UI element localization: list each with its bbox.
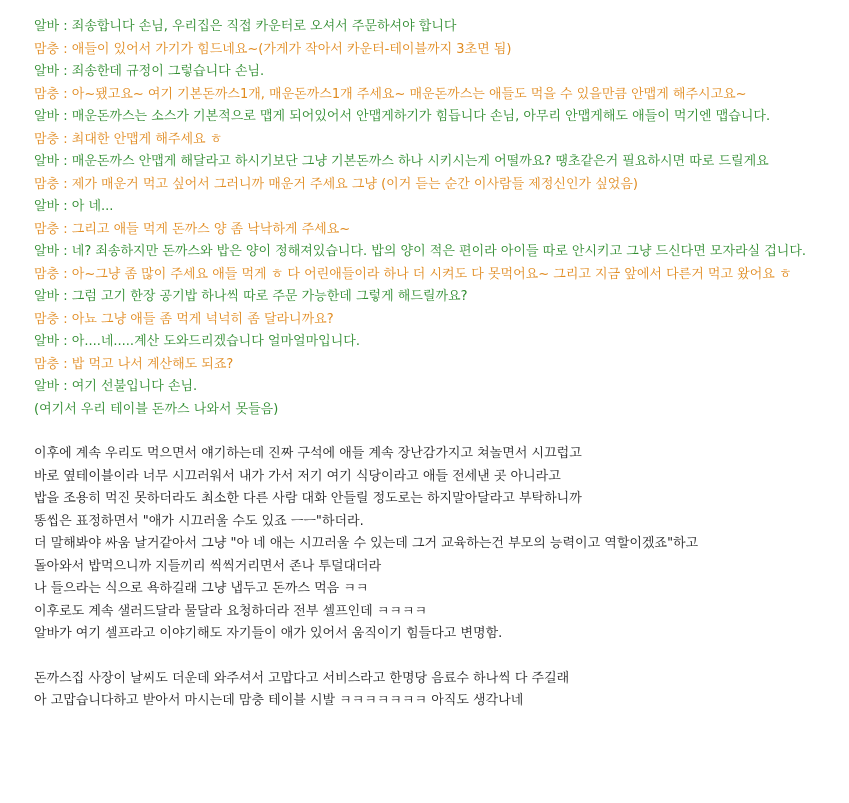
dialogue-line-mom: 맘충 : 제가 매운거 먹고 싶어서 그러니까 매운거 주세요 그냥 (이거 듣는 순간 이사람들 제정신인가 싶었음)	[34, 176, 638, 192]
dialogue-line-mom: 맘충 : 아뇨 그냥 애들 좀 먹게 넉넉히 좀 달라니까요?	[34, 311, 334, 327]
dialogue-line-mom: 맘충 : 최대한 안맵게 해주세요 ㅎ	[34, 131, 223, 147]
narrative-block-1	[34, 443, 844, 646]
dialogue-line-mom: 맘충 : 애들이 있어서 가기가 힘드네요~(가게가 작아서 카운터-테이블까지 3초면 됨)	[34, 41, 512, 57]
dialogue-line-mom: 맘충 : 밥 먹고 나서 계산해도 되죠?	[34, 356, 234, 372]
dialogue-line-staff: 알바 : 죄송한데 규정이 그렇습니다 손님.	[34, 64, 265, 79]
narrative-line: 나 들으라는 식으로 욕하길래 그냥 냅두고 돈까스 먹음 ㅋㅋ	[34, 581, 369, 596]
narrative-line: 이후로도 계속 샐러드달라 물달라 요청하더라 전부 셀프인데 ㅋㅋㅋㅋ	[34, 603, 428, 619]
dialogue-line-staff: 알바 : 네? 죄송하지만 돈까스와 밥은 양이 정해져있습니다. 밥의 양이 적은 편이라 아이들 따로 안시키고 그냥 드신다면 모자라실 겁니다.	[34, 244, 807, 259]
dialogue-line-staff: 알바 : 매운돈까스 안맵게 해달라고 하시기보단 그냥 기본돈까스 하나 시키시는게 어떨까요? 땡초같은거 필요하시면 따로 드릴게요	[34, 154, 769, 169]
dialogue-line-note: (여기서 우리 테이블 돈까스 나와서 못들음)	[34, 401, 279, 417]
paragraph-gap	[34, 421, 844, 443]
dialogue-block	[34, 16, 844, 421]
narrative-line: 알바가 여기 셀프라고 이야기해도 자기들이 애가 있어서 움직이기 힘들다고 변명함.	[34, 626, 503, 641]
dialogue-line-staff: 알바 : 그럼 고기 한장 공기밥 하나씩 따로 주문 가능한데 그렇게 해드릴까요?	[34, 289, 468, 304]
dialogue-line-staff: 알바 : 매운돈까스는 소스가 기본적으로 맵게 되어있어서 안맵게하기가 힘듭니다 손님, 아무리 안맵게해도 애들이 먹기엔 맵습니다.	[34, 109, 771, 124]
narrative-block-2	[34, 668, 844, 713]
narrative-line: 돈까스집 사장이 날씨도 더운데 와주셔서 고맙다고 서비스라고 한명당 음료수 하나씩 다 주길래	[34, 670, 570, 686]
dialogue-line-staff: 알바 : 아....네.....계산 도와드리겠습니다 얼마얼마입니다.	[34, 334, 360, 349]
dialogue-line-staff: 알바 : 아 네...	[34, 199, 114, 214]
dialogue-line-mom: 맘충 : 그리고 애들 먹게 돈까스 양 좀 낙낙하게 주세요~	[34, 221, 351, 237]
paragraph-gap	[34, 646, 844, 668]
narrative-line: 똥씹은 표정하면서 "애가 시끄러울 수도 있죠 ㅡㅡ"하더라.	[34, 513, 364, 529]
dialogue-line-staff: 알바 : 여기 선불입니다 손님.	[34, 379, 198, 394]
narrative-line: 더 말해봐야 싸움 날거같아서 그냥 "아 네 애는 시끄러울 수 있는데 그거 교육하는건 부모의 능력이고 역할이겠죠"하고	[34, 536, 699, 551]
narrative-line: 아 고맙습니다하고 받아서 마시는데 맘충 테이블 시발 ㅋㅋㅋㅋㅋㅋㅋ 아직도 생각나네	[34, 693, 524, 708]
post-content	[34, 16, 844, 713]
dialogue-line-mom: 맘충 : 아~됐고요~ 여기 기본돈까스1개, 매운돈까스1개 주세요~ 매운돈까스는 애들도 먹을 수 있을만큼 안맵게 해주시고요~	[34, 86, 747, 102]
dialogue-line-staff: 알바 : 죄송합니다 손님, 우리집은 직접 카운터로 오셔서 주문하셔야 합니다	[34, 19, 457, 34]
narrative-line: 밥을 조용히 먹진 못하더라도 최소한 다른 사람 대화 안들릴 정도로는 하지말아달라고 부탁하니까	[34, 491, 582, 506]
narrative-line: 돌아와서 밥먹으니까 지들끼리 씩씩거리면서 존나 투덜대더라	[34, 558, 382, 574]
narrative-line: 바로 옆테이블이라 너무 시끄러워서 내가 가서 저기 여기 식당이라고 애들 전세낸 곳 아니라고	[34, 468, 561, 484]
dialogue-line-mom: 맘충 : 아~그냥 좀 많이 주세요 애들 먹게 ㅎ 다 어린애들이라 하나 더 시켜도 다 못먹어요~ 그리고 지금 앞에서 다른거 먹고 왔어요 ㅎ	[34, 266, 792, 282]
narrative-line: 이후에 계속 우리도 먹으면서 얘기하는데 진짜 구석에 애들 계속 장난감가지고 쳐놀면서 시끄럽고	[34, 446, 582, 461]
